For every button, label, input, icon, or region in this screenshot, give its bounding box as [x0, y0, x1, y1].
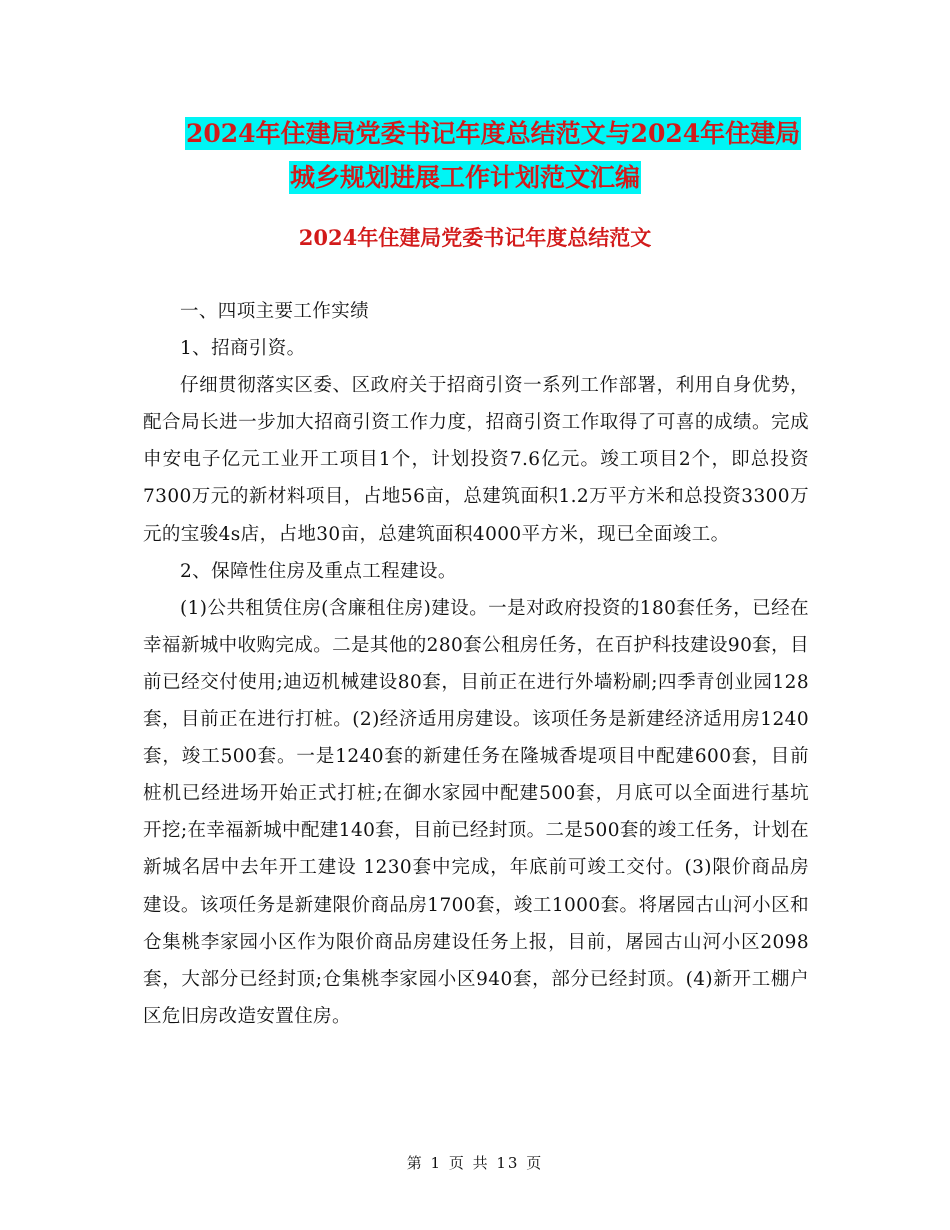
- document-body: [143, 293, 809, 1035]
- page-footer: 第 1 页 共 13 页: [406, 1154, 544, 1172]
- title-line-2: [143, 156, 833, 200]
- heading-achievements: 一、四项主要工作实绩: [180, 301, 370, 322]
- heading-investment: 1、招商引资。: [180, 338, 306, 360]
- title-line-1-text: 2024年住建局党委书记年度总结范文与2024年住建局: [186, 119, 801, 148]
- title-line-1: [143, 112, 833, 156]
- section-title: 2024年住建局党委书记年度总结范文: [298, 225, 652, 250]
- paragraph-investment: 仔细贯彻落实区委、区政府关于招商引资一系列工作部署，利用自身优势，配合局长进一步加大招商引资工作力度，招商引资工作取得了可喜的成绩。完成申安电子亿元工业开工项目1个，计划投资7.6亿元。竣工项目2个，即总投资7300万元的新材料项目，占地56亩，总建筑面积1.2万平方米和总投资3300万元的宝骏4s店，占地30亩，总建筑面积4000平方米，现已全面竣工。: [143, 375, 809, 545]
- heading-housing: 2、保障性住房及重点工程建设。: [180, 560, 457, 582]
- title-line-2-text: 城乡规划进展工作计划范文汇编: [290, 163, 641, 192]
- document-title: [143, 112, 833, 200]
- paragraph-housing: (1)公共租赁住房(含廉租住房)建设。一是对政府投资的180套任务，已经在幸福新城中收购完成。二是其他的280套公租房任务，在百护科技建设90套，目前已经交付使用;迪迈机械建设80套，目前正在进行外墙粉刷;四季青创业园128套，目前正在进行打桩。(2)经济适用房建设。该项任务是新建经济适用房1240套，竣工500套。一是1240套的新建任务在隆城香堤项目中配建600套，目前桩机已经进场开始正式打桩;在御水家园中配建500套，月底可以全面进行基坑开挖;在幸福新城中配建140套，目前已经封顶。二是500套的竣工任务，计划在新城名居中去年开工建设 1230套中完成，年底前可竣工交付。(3)限价商品房建设。该项任务是新建限价商品房1700套，竣工1000套。将屠园古山河小区和仓集桃李家园小区作为限价商品房建设任务上报，目前，屠园古山河小区2098套，大部分已经封顶;仓集桃李家园小区940套，部分已经封顶。(4)新开工棚户区危旧房改造安置住房。: [143, 597, 809, 1027]
